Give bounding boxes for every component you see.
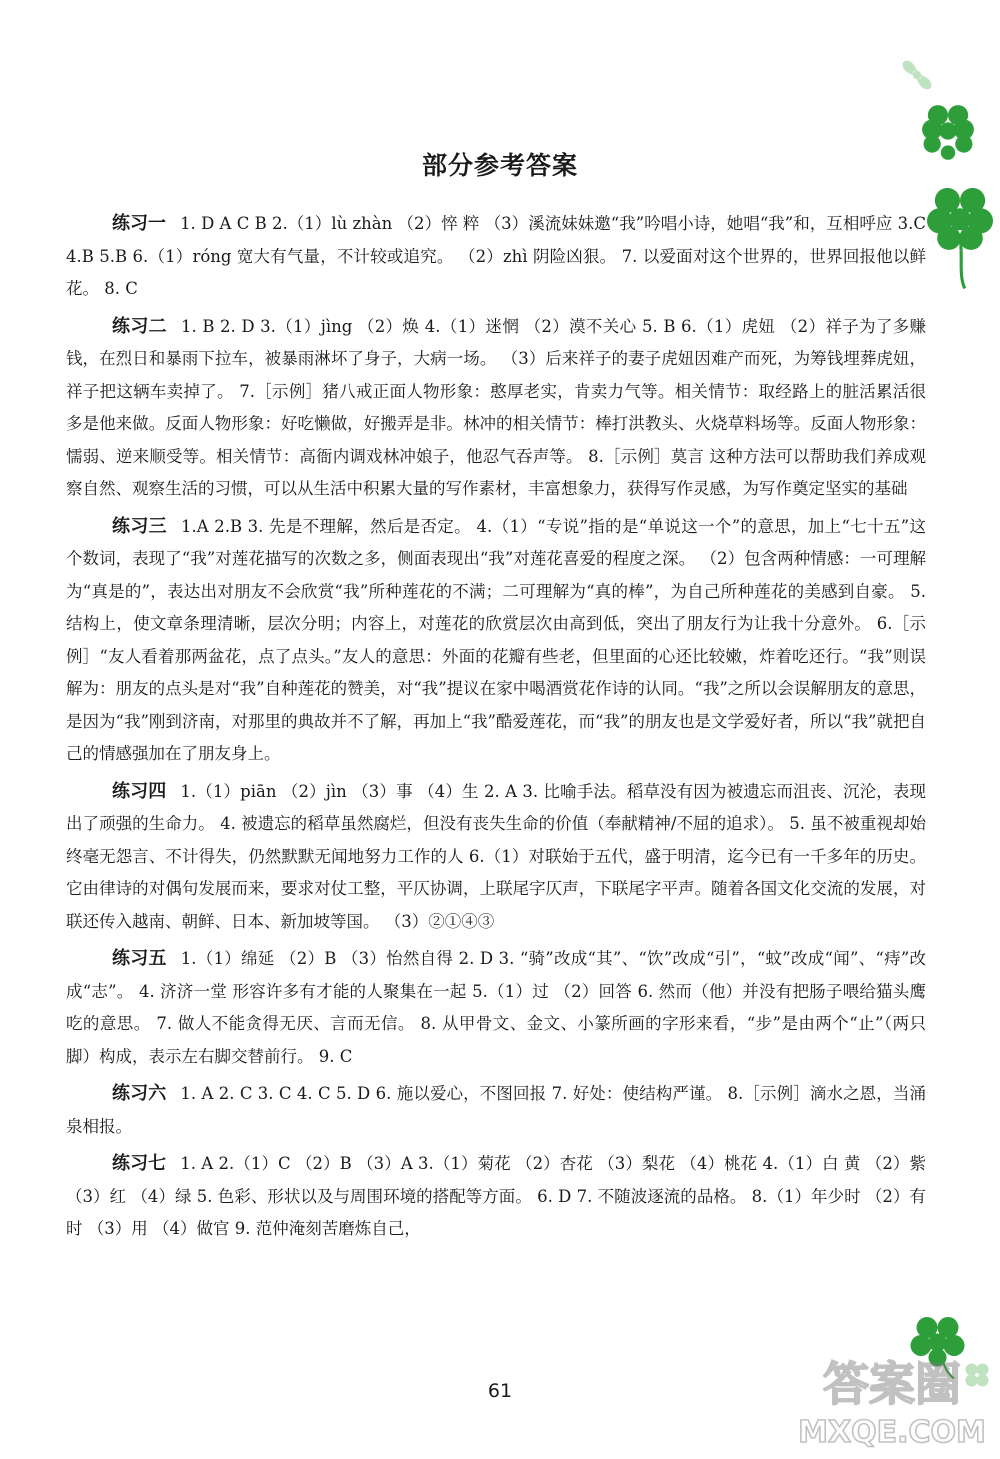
answer-section-4 (66, 776, 926, 939)
page-number: 61 (487, 1380, 513, 1402)
section-body: 1.A 2.B 3. 先是不理解，然后是否定。 4.（1）“专说”指的是“单说这一个”的意思，加上“七十五”这个数词，表现了“我”对莲花描写的次数之多，侧面表现出“我”对莲花喜爱的程度之深。 （2）包含两种情感：一可理解为“真是的”，表达出对朋友不会欣赏“我”所种莲花的不满；二可理解为“真的棒”，为自己所种莲花的美感到自豪。 5. 结构上，使文章条理清晰，层次分明；内容上，对莲花的欣赏层次由高到低，突出了朋友行为让我十分意外。 6.［示例］“友人看着那两盆花，点了点头。”友人的意思：外面的花瓣有些老，但里面的心还比较嫩，炸着吃还行。“我”则误解为：朋友的点头是对“我”自种莲花的赞美，对“我”提议在家中喝酒赏花作诗的认同。“我”之所以会误解朋友的意思，是因为“我”刚到济南，对那里的典故并不了解，再加上“我”酷爱莲花，而“我”的朋友也是文学爱好者，所以“我”就把自己的情感强加在了朋友身上。 (66, 516, 926, 763)
section-heading: 练习二 (112, 315, 167, 337)
section-body: 1. A 2. C 3. C 4. C 5. D 6. 施以爱心，不图回报 7. 好处：使结构严谨。 8.［示例］滴水之恩，当涌泉相报。 (66, 1084, 927, 1136)
watermark-text-url: MXQE.COM (798, 1415, 986, 1450)
answer-section-7 (66, 1148, 926, 1246)
section-heading: 练习一 (112, 213, 167, 234)
section-body: 1.（1）绵延 （2）B （3）怡然自得 2. D 3. “骑”改成“其”、“饮”改成“引”，“蚊”改成“闻”、“痔”改成“志”。 4. 济济一堂 形容许多有才能的人聚集在一起 5.（1）过 （2）回答 6. 然而（他）并没有把肠子喂给猫头鹰吃的意思。 7. 做人不能贪得无厌、言而无信。 8. 从甲骨文、金文、小篆所画的字形来看，“步”是由两个“止”（两只脚）构成，表示左右脚交替前行。 9. C (66, 949, 927, 1066)
answer-section-3 (66, 511, 926, 771)
section-body: 1.（1）piān （2）jìn （3）事 （4）生 2. A 3. 比喻手法。稻草没有因为被遗忘而沮丧、沉沦，表现出了顽强的生命力。 4. 被遗忘的稻草虽然腐烂，但没有丧失生命的价值（奉献精神/不屈的追求）。 5. 虽不被重视却始终毫无怨言、不计得失，仍然默默无闻地努力工作的人 6.（1）对联始于五代，盛于明清，迄今已有一千多年的历史。它由律诗的对偶句发展而来，要求对仗工整，平仄协调，上联尾字仄声，下联尾字平声。随着各国文化交流的发展，对联还传入越南、朝鲜、日本、新加坡等国。 （3）②①④③ (66, 781, 926, 931)
answer-sections (66, 208, 926, 1251)
section-body: 1. D A C B 2.（1）lù zhàn （2）悴 粹 （3）溪流妹妹邀“我”吟唱小诗，她唱“我”和，互相呼应 3.C 4.B 5.B 6.（1）róng 宽大有气量，不计较或追究。 （2）zhì 阴险凶狠。 7. 以爱面对这个世界的，世界回报他以鲜花。 8. C (66, 214, 927, 298)
section-heading: 练习三 (112, 515, 167, 537)
answer-section-2 (66, 311, 926, 506)
clover-icon (920, 180, 1000, 290)
answer-section-5 (66, 943, 926, 1073)
section-heading: 练习六 (112, 1083, 167, 1104)
section-heading: 练习五 (112, 948, 167, 969)
section-body: 1. B 2. D 3.（1）jìng （2）焕 4.（1）迷惘 （2）漠不关心 5. B 6.（1）虎妞 （2）祥子为了多赚钱，在烈日和暴雨下拉车，被暴雨淋坏了身子，大病一场。 （3）后来祥子的妻子虎妞因难产而死，为筹钱埋葬虎妞，祥子把这辆车卖掉了。 7.［示例］猪八戒正面人物形象：憨厚老实，肯卖力气等。相关情节：取经路上的脏活累活很多是他来做。反面人物形象：好吃懒做，好搬弄是非。林冲的相关情节：棒打洪教头、火烧草料场等。反面人物形象：懦弱、逆来顺受等。相关情节：高衙内调戏林冲娘子，他忍气吞声等。 8.［示例］莫言 这种方法可以帮助我们养成观察自然、观察生活的习惯，可以从生活中积累大量的写作素材，丰富想象力，获得写作灵感，为写作奠定坚实的基础 (66, 316, 926, 498)
watermark-logo (792, 1338, 992, 1453)
answer-section-1 (66, 208, 926, 306)
section-heading: 练习四 (112, 780, 167, 802)
answer-section-6 (66, 1078, 926, 1143)
section-body: 1. A 2.（1）C （2）B （3）A 3.（1）菊花 （2）杏花 （3）梨花 （4）桃花 4.（1）白 黄 （2）紫 （3）红 （4）绿 5. 色彩、形状以及与周围环境的搭配等方面。 6. D 7. 不随波逐流的品格。 8.（1）年少时 （2）有时 （3）用 （4）做官 9. 范仲淹刻苦磨炼自己， (66, 1154, 927, 1238)
watermark-text-cn: 答案圈 (823, 1357, 961, 1411)
section-heading: 练习七 (112, 1153, 167, 1174)
page-title: 部分参考答案 (421, 151, 578, 180)
